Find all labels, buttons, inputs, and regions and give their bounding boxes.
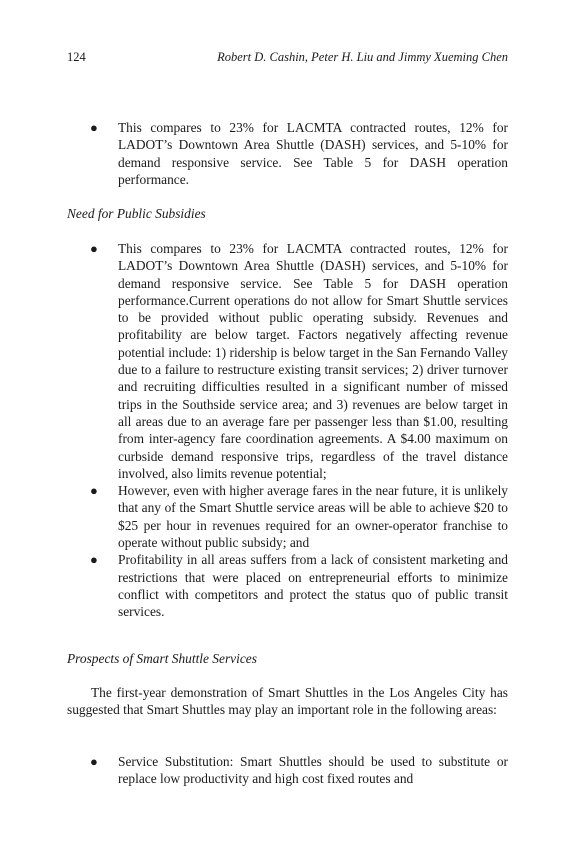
bullet-text: Profitability in all areas suffers from a lack of consistent marketing and restrictions that were placed on entrepreneurial efforts to minimize conflict with competitors and protect the status quo of public transit services. (118, 552, 508, 620)
list-item (67, 551, 508, 620)
header-authors: Robert D. Cashin, Peter H. Liu and Jimmy Xueming Chen (217, 50, 508, 64)
prospects-paragraph-block (67, 684, 508, 719)
section-heading-prospects: Prospects of Smart Shuttle Services (67, 651, 257, 666)
page-number: 124 (67, 50, 86, 64)
bullet-text: Service Substitution: Smart Shuttles should be used to substitute or replace low productivity and high cost fixed routes and (118, 754, 508, 787)
bullet-icon: ● (90, 120, 98, 135)
need-bullet-block (67, 240, 508, 621)
top-bullet-list (67, 119, 508, 188)
bullet-text: This compares to 23% for LACMTA contracted routes, 12% for LADOT’s Downtown Area Shuttle (DASH) services, and 5-10% for demand responsive service. See Table 5 for DASH operation performance. (118, 120, 508, 187)
prospects-bullet-block (67, 753, 508, 788)
section-heading-need: Need for Public Subsidies (67, 206, 206, 221)
top-bullet-block (67, 119, 508, 188)
bullet-icon: ● (90, 241, 98, 256)
list-item (67, 753, 508, 788)
prospects-paragraph: The first-year demonstration of Smart Shuttles in the Los Angeles City has suggested that Smart Shuttles may play an important role in the following areas: (67, 685, 508, 718)
bullet-icon: ● (90, 754, 98, 769)
bullet-text: This compares to 23% for LACMTA contracted routes, 12% for LADOT’s Downtown Area Shuttle (DASH) services, and 5-10% for demand responsive service. See Table 5 for DASH operation performance.Current operations do not allow for Smart Shuttle services to be provided without public operating subsidy. Revenues and profitability are below target. Factors negatively affecting revenue potential include: 1) ridership is below target in the San Fernando Valley due to a failure to restructure existing transit services; 2) driver turnover and recruiting difficulties resulted in a significant number of missed trips in the Southside service area; and 3) revenues are below target in all areas due to an average fare per passenger less than $1.00, resulting from inter-agency fare coordination agreements. A $4.00 maximum on curbside demand responsive trips, regardless of the travel distance involved, also limits revenue potential; (118, 241, 508, 481)
list-item (67, 119, 508, 188)
bullet-icon: ● (90, 483, 98, 499)
bullet-icon: ● (90, 552, 98, 568)
prospects-bullet-list (67, 753, 508, 788)
need-bullet-list (67, 240, 508, 621)
running-header (67, 50, 508, 68)
list-item (67, 482, 508, 551)
list-item (67, 240, 508, 482)
bullet-text: However, even with higher average fares in the near future, it is unlikely that any of the Smart Shuttle service areas will be able to achieve $20 to $25 per hour in revenues required for an owner-operator franchise to operate without public subsidy; and (118, 483, 508, 551)
